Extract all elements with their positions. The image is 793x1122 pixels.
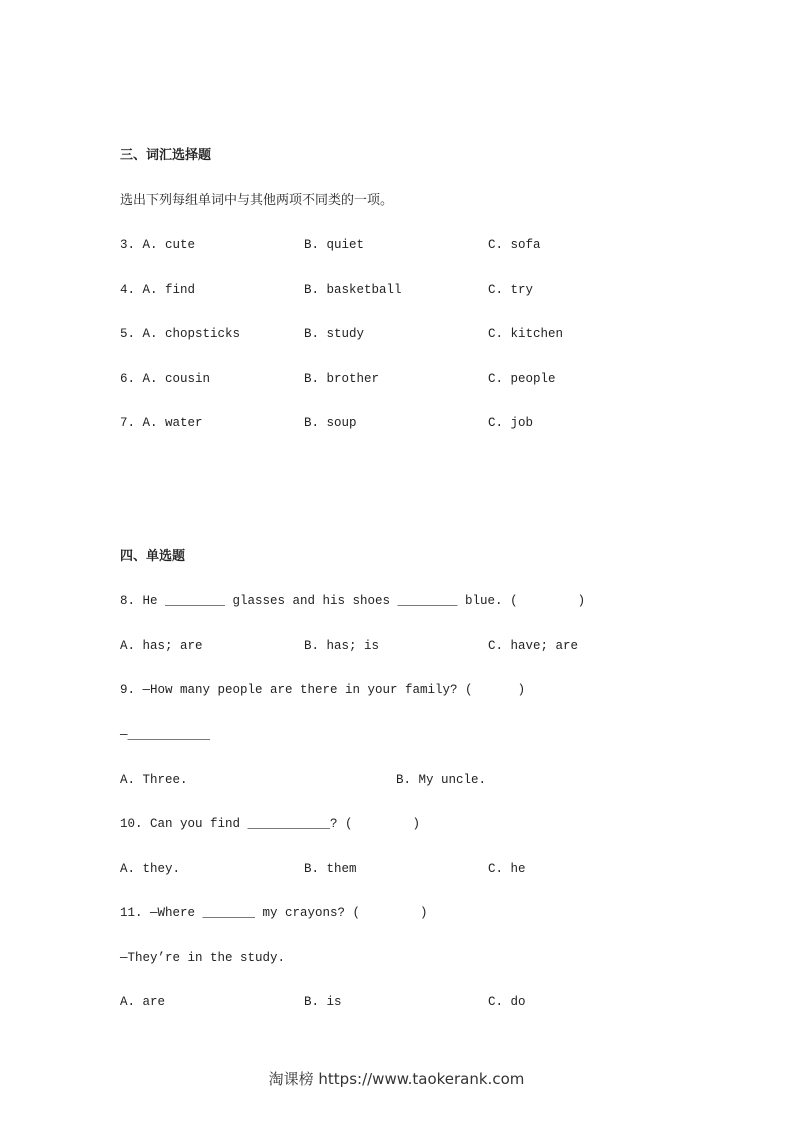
q11-option-b: B. is xyxy=(304,995,342,1009)
q8-option-a: A. has; are xyxy=(120,639,203,653)
q4-option-c: C. try xyxy=(488,283,534,297)
q6-option-a: 6. A. cousin xyxy=(120,372,211,386)
q4-option-b: B. basketball xyxy=(304,283,402,297)
q5-option-a: 5. A. chopsticks xyxy=(120,327,241,341)
q8-option-c: C. have; are xyxy=(488,639,579,653)
q7-option-c: C. job xyxy=(488,416,534,430)
section-3-heading: 三、词汇选择题 xyxy=(120,148,212,163)
q6-option-c: C. people xyxy=(488,372,556,386)
section-3-instruction: 选出下列每组单词中与其他两项不同类的一项。 xyxy=(120,193,394,208)
q8-stem: 8. He ________ glasses and his shoes ________ blue. ( ) xyxy=(120,594,586,608)
q5-option-b: B. study xyxy=(304,327,365,341)
q11-reply: —They’re in the study. xyxy=(120,951,286,965)
q9-answer-line: —___________ xyxy=(120,728,211,742)
footer-watermark-link[interactable]: 淘课榜 https://www.taokerank.com xyxy=(268,1070,525,1088)
q4-option-a: 4. A. find xyxy=(120,283,196,297)
q9-option-b: B. My uncle. xyxy=(396,773,487,787)
section-4-heading: 四、单选题 xyxy=(120,549,186,564)
q10-option-a: A. they. xyxy=(120,862,181,876)
q11-option-c: C. do xyxy=(488,995,526,1009)
q10-option-b: B. them xyxy=(304,862,357,876)
q6-option-b: B. brother xyxy=(304,372,380,386)
q5-option-c: C. kitchen xyxy=(488,327,564,341)
q10-option-c: C. he xyxy=(488,862,526,876)
q3-option-c: C. sofa xyxy=(488,238,541,252)
q7-option-b: B. soup xyxy=(304,416,357,430)
q9-stem: 9. —How many people are there in your family? ( ) xyxy=(120,683,526,697)
q9-option-a: A. Three. xyxy=(120,773,188,787)
q3-option-a: 3. A. cute xyxy=(120,238,196,252)
q11-stem: 11. —Where _______ my crayons? ( ) xyxy=(120,906,428,920)
q8-option-b: B. has; is xyxy=(304,639,380,653)
q7-option-a: 7. A. water xyxy=(120,416,203,430)
q10-stem: 10. Can you find ___________? ( ) xyxy=(120,817,421,831)
q11-option-a: A. are xyxy=(120,995,166,1009)
q3-option-b: B. quiet xyxy=(304,238,365,252)
